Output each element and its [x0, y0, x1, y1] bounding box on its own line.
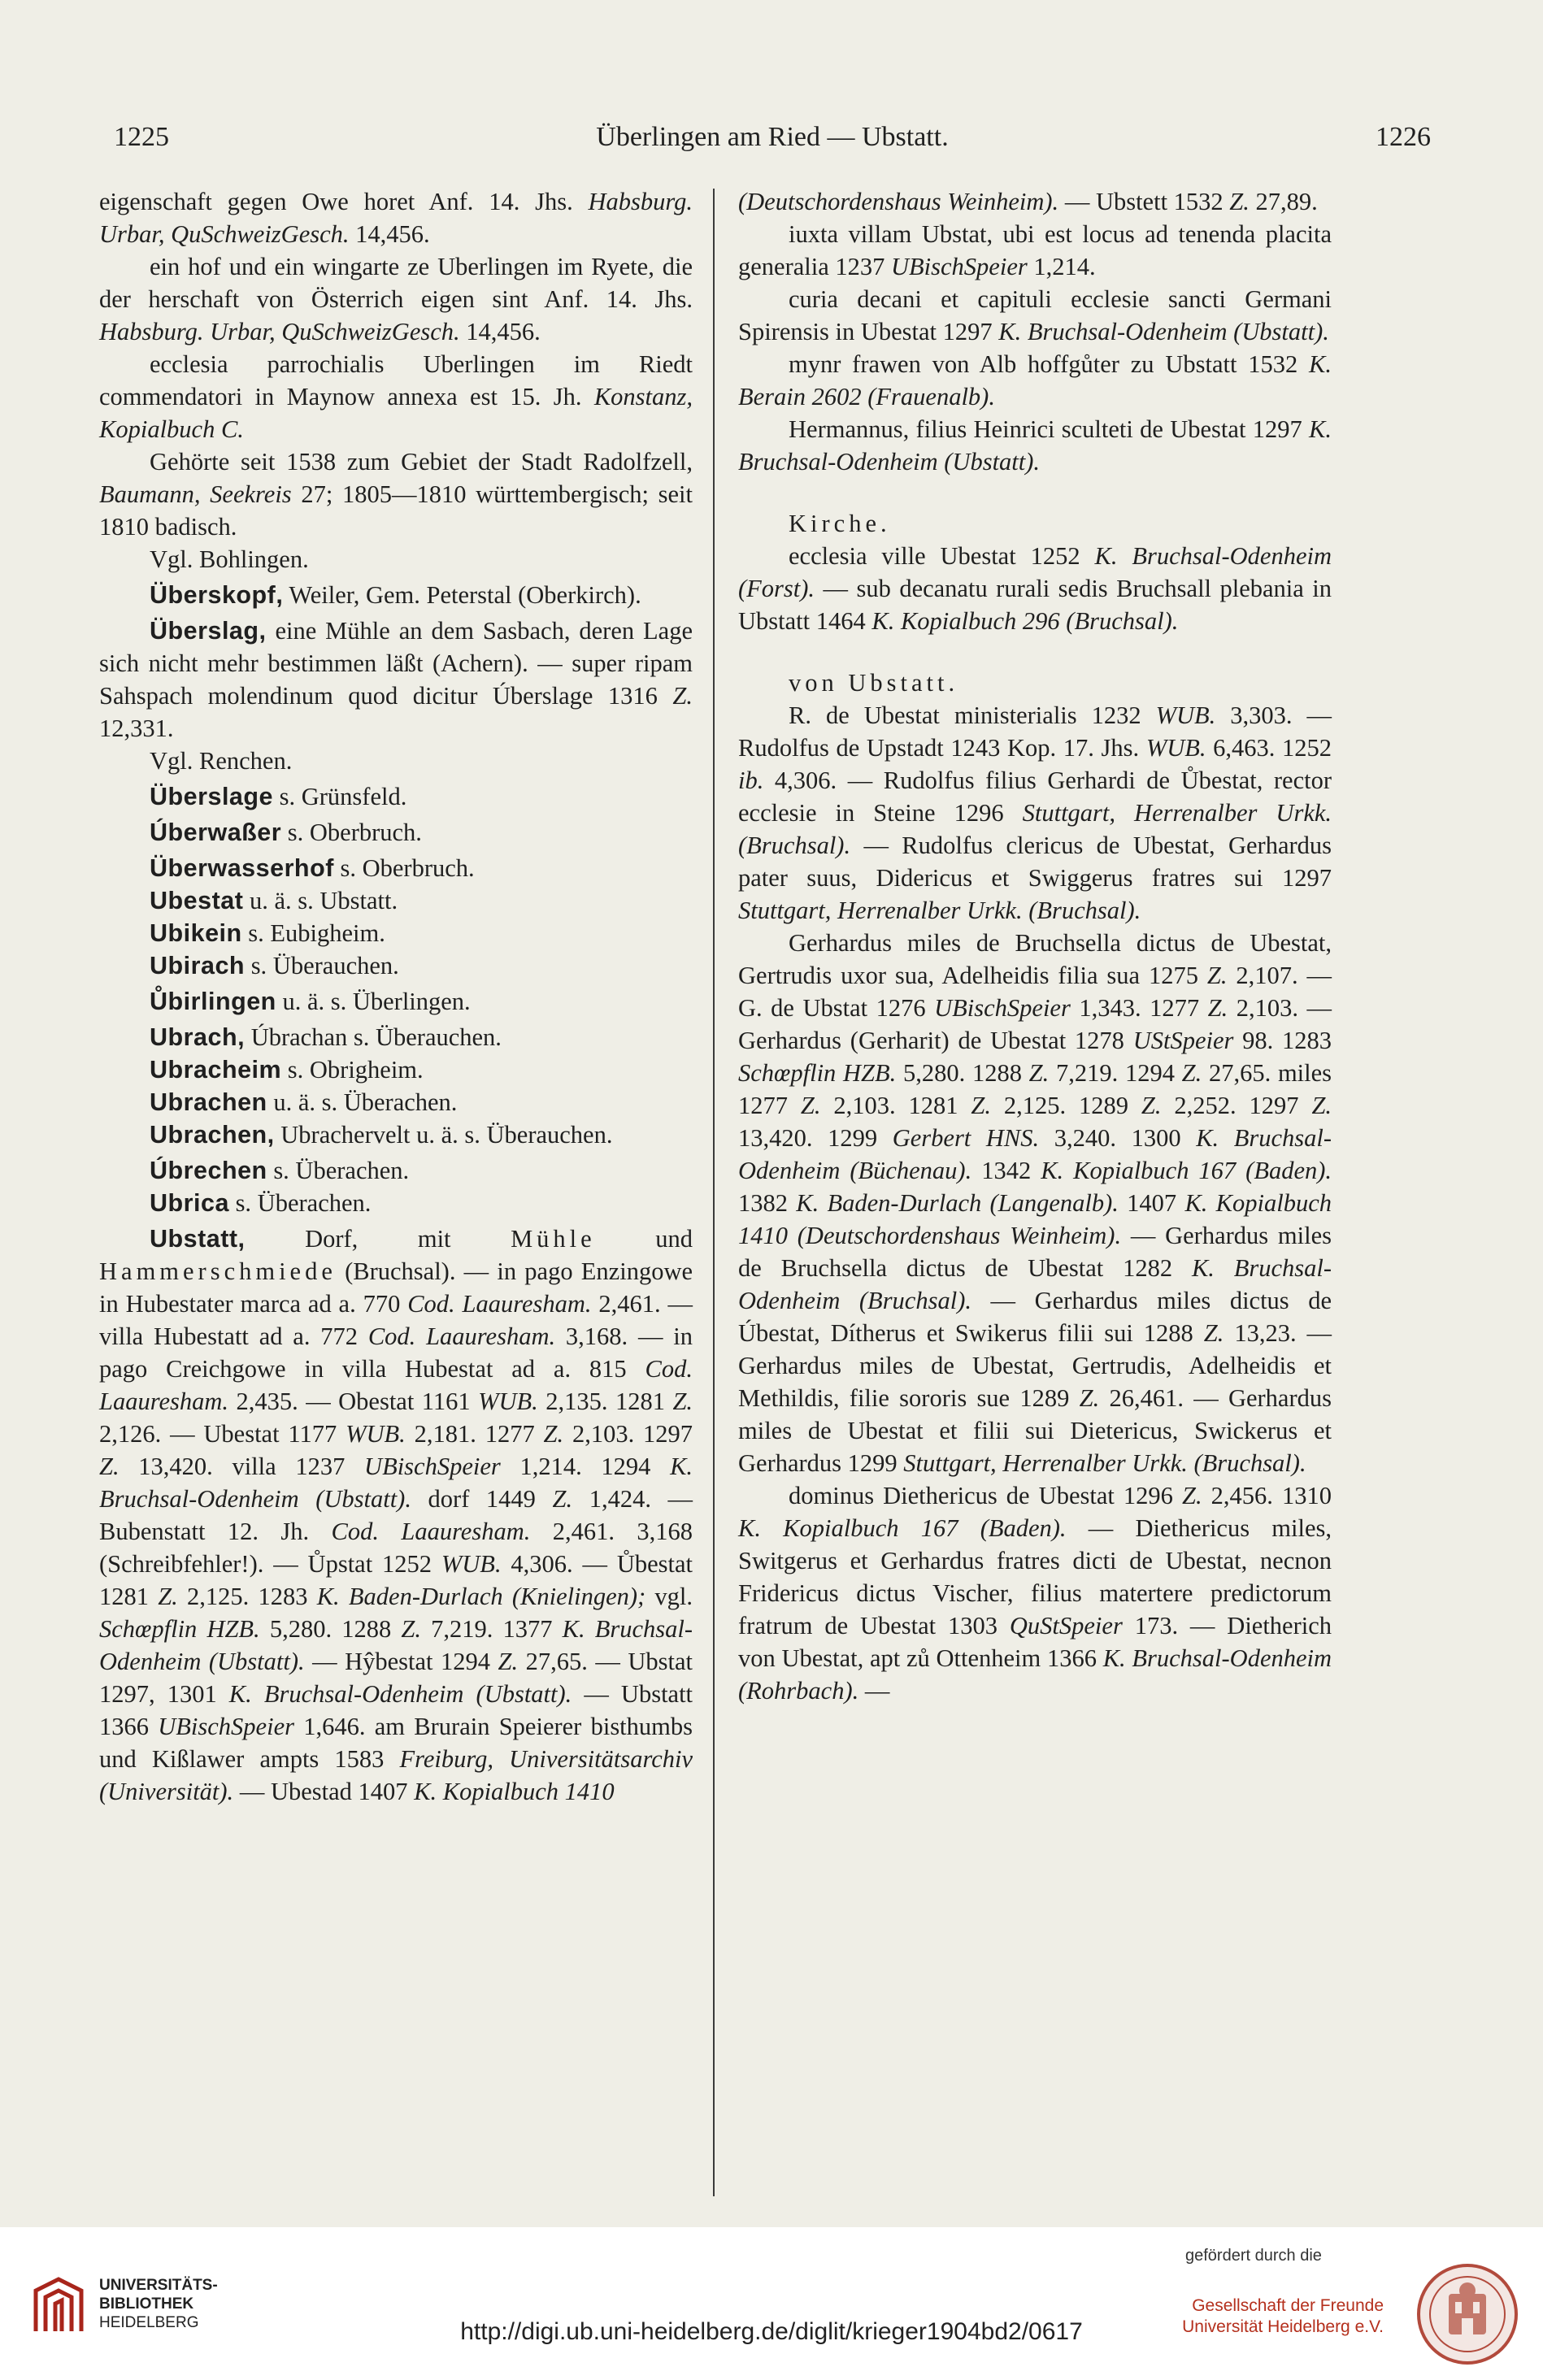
entry-ubrica: Ubrica s. Überachen. — [150, 1189, 372, 1217]
entry-ubikein: Ubikein s. Eubigheim. — [150, 919, 385, 947]
sponsor-label: gefördert durch die — [1185, 2247, 1322, 2265]
entry-ubracheim: Ubracheim s. Obrigheim. — [150, 1056, 424, 1084]
paragraph: Vgl. Bohlingen. — [150, 545, 309, 573]
entry-uberwasserhof: Überwasserhof s. Oberbruch. — [150, 854, 475, 882]
headword: Überwasserhof — [150, 854, 334, 882]
paragraph: Gehörte seit 1538 zum Gebiet der Stadt Radolfzell, Baumann, Seekreis 27; 1805—1810 württembergisch; seit 1810 badisch. — [99, 448, 693, 541]
paragraph: ein hof und ein wingarte ze Uberlingen im Ryete, die der herschaft von Österrich eigen sint Anf. 14. Jhs. Habsburg. Urbar, QuSchweizGesch. 14,456. — [99, 253, 693, 345]
section-heading-kirche: Kirche. — [789, 510, 891, 537]
entry-ubrechen: Úbrechen s. Überachen. — [150, 1157, 410, 1184]
entry-uberwasser: Úberwaßer s. Oberbruch. — [150, 819, 422, 846]
paragraph: Vgl. Renchen. — [150, 747, 293, 775]
paragraph: eigenschaft gegen Owe horet Anf. 14. Jhs. Habsburg. Urbar, QuSchweizGesch. 14,456. — [99, 188, 693, 248]
footer-bar — [0, 2227, 1543, 2380]
entry-ubirlingen: Ůbirlingen u. ä. s. Überlingen. — [150, 988, 471, 1015]
section-heading-von-ubstatt: von Ubstatt. — [789, 669, 959, 697]
headword: Ubirach — [150, 952, 246, 979]
entry-ubestat: Ubestat u. ä. s. Ubstatt. — [150, 887, 398, 914]
entry-ubstatt: Ubstatt, Dorf, mit Mühle und Hammerschmiede (Bruchsal). — in pago Enzingowe in Hubestater marca ad a. 770 Cod. Laauresham. 2,461. — villa Hubestatt ad a. 772 Cod. Laauresham. 3,168. — in pago Creichgowe in villa Hubestat ad a. 815 Cod. Laauresham. 2,435. — Obestat 1161 WUB. 2,135. 1281 Z. 2,126. — Ubestat 1177 WUB. 2,181. 1277 Z. 2,103. 1297 Z. 13,420. villa 1237 UBischSpeier 1,214. 1294 K. Bruchsal-Odenheim (Ubstatt). dorf 1449 Z. 1,424. — Bubenstatt 12. Jh. Cod. Laauresham. 2,461. 3,168 (Schreibfehler!). — Ůpstat 1252 WUB. 4,306. — Ůbestat 1281 Z. 2,125. 1283 K. Baden-Durlach (Knielingen); vgl. Schœpflin HZB. 5,280. 1288 Z. 7,219. 1377 K. Bruchsal-Odenheim (Ubstatt). — Hŷbestat 1294 Z. 27,65. — Ubstat 1297, 1301 K. Bruchsal-Odenheim (Ubstatt). — Ubstatt 1366 UBischSpeier 1,646. am Brurain Speierer bisthumbs und Kißlawer ampts 1583 Freiburg, Universitätsarchiv (Universität). — Ubestad 1407 K. Kopialbuch 1410 — [99, 1225, 693, 1805]
paragraph: ecclesia parrochialis Uberlingen im Riedt commendatori in Maynow annexa est 15. Jh. Konstanz, Kopialbuch C. — [99, 350, 693, 443]
headword: Úberwaßer — [150, 819, 282, 846]
entry-ubirach: Ubirach s. Überauchen. — [150, 952, 399, 979]
permalink-url[interactable]: http://digi.ub.uni-heidelberg.de/diglit/krieger1904bd2/0617 — [460, 2318, 1083, 2345]
paragraph: mynr frawen von Alb hoffgůter zu Ubstatt 1532 K. Berain 2602 (Frauenalb). — [738, 350, 1332, 410]
paragraph: R. de Ubestat ministerialis 1232 WUB. 3,303. — Rudolfus de Upstadt 1243 Kop. 17. Jhs. WUB. 6,463. 1252 ib. 4,306. — Rudolfus filius Gerhardi de Ůbestat, rector ecclesie in Steine 1296 Stuttgart, Herrenalber Urkk. (Bruchsal). — Rudolfus clericus de Ubestat, Gerhardus pater suus, Didericus et Swiggerus fratres sui 1297 Stuttgart, Herrenalber Urkk. (Bruchsal). — [738, 701, 1332, 924]
headword: Ůbirlingen — [150, 988, 276, 1015]
headword: Ubrach, — [150, 1023, 246, 1051]
column-divider — [713, 189, 715, 2196]
ub-heidelberg-name: UNIVERSITÄTS- BIBLIOTHEK HEIDELBERG — [99, 2277, 218, 2331]
entry-uberslage: Überslage s. Grünsfeld. — [150, 783, 407, 810]
running-title: Überlingen am Ried — Ubstatt. — [596, 122, 949, 152]
headword: Ubrachen — [150, 1088, 267, 1116]
paragraph: Hermannus, filius Heinrici sculteti de Ubestat 1297 K. Bruchsal-Odenheim (Ubstatt). — [738, 415, 1332, 476]
entry-ubrachen-2: Ubrachen, Ubrachervelt u. ä. s. Überauchen. — [150, 1121, 613, 1149]
page-number-left: 1225 — [114, 122, 169, 152]
paragraph: dominus Diethericus de Ubestat 1296 Z. 2,456. 1310 K. Kopialbuch 167 (Baden). — Diethericus miles, Switgerus et Gerhardus fratres dicti de Ubestat, necnon Fridericus dictus Vischer, filius matertere predictorum fratrum de Ubestat 1303 QuStSpeier 173. — Dietherich von Ubestat, apt zů Ottenheim 1366 K. Bruchsal-Odenheim (Rohrbach). — — [738, 1482, 1332, 1705]
right-column — [738, 185, 1332, 1707]
paragraph: (Deutschordenshaus Weinheim). — Ubstett 1532 Z. 27,89. — [738, 188, 1318, 215]
entry-uberskopf: Überskopf, Weiler, Gem. Peterstal (Oberkirch). — [150, 581, 641, 609]
headword: Ubstatt, — [150, 1225, 246, 1253]
sponsor-name[interactable]: Gesellschaft der Freunde Universität Heidelberg e.V. — [1182, 2296, 1384, 2336]
entry-uberslag: Überslag, eine Mühle an dem Sasbach, deren Lage sich nicht mehr bestimmen läßt (Achern). — super ripam Sahspach molendinum quod dicitur Úberslage 1316 Z. 12,331. — [99, 617, 693, 742]
headword: Überskopf, — [150, 581, 284, 609]
headword: Ubracheim — [150, 1056, 282, 1084]
paragraph: curia decani et capituli ecclesie sancti Germani Spirensis in Ubestat 1297 K. Bruchsal-Odenheim (Ubstatt). — [738, 285, 1332, 345]
headword: Ubestat — [150, 887, 244, 914]
university-seal-icon — [1415, 2261, 1520, 2367]
entry-ubrachen: Ubrachen u. ä. s. Überachen. — [150, 1088, 458, 1116]
headword: Ubrachen, — [150, 1121, 275, 1149]
headword: Ubikein — [150, 919, 242, 947]
headword: Überslag, — [150, 617, 267, 645]
paragraph: Gerhardus miles de Bruchsella dictus de Ubestat, Gertrudis uxor sua, Adelheidis filia sua 1275 Z. 2,107. — G. de Ubstat 1276 UBischSpeier 1,343. 1277 Z. 2,103. — Gerhardus (Gerharit) de Ubestat 1278 UStSpeier 98. 1283 Schœpflin HZB. 5,280. 1288 Z. 7,219. 1294 Z. 27,65. miles 1277 Z. 2,103. 1281 Z. 2,125. 1289 Z. 2,252. 1297 Z. 13,420. 1299 Gerbert HNS. 3,240. 1300 K. Bruchsal-Odenheim (Büchenau). 1342 K. Kopialbuch 167 (Baden). 1382 K. Baden-Durlach (Langenalb). 1407 K. Kopialbuch 1410 (Deutschordenshaus Weinheim). — Gerhardus miles de Bruchsella dictus de Ubestat 1282 K. Bruchsal-Odenheim (Bruchsal). — Gerhardus miles dictus de Úbestat, Dítherus et Swikerus filii sui 1288 Z. 13,23. — Gerhardus miles de Ubestat, Gertrudis, Adelheidis et Methildis, filie sororis sue 1289 Z. 26,461. — Gerhardus miles de Ubestat et filii sui Dietericus, Swickerus et Gerhardus 1299 Stuttgart, Herrenalber Urkk. (Bruchsal). — [738, 929, 1332, 1477]
headword: Überslage — [150, 783, 273, 810]
paragraph: iuxta villam Ubstat, ubi est locus ad tenenda placita generalia 1237 UBischSpeier 1,214. — [738, 220, 1332, 280]
page-number-right: 1226 — [1376, 122, 1431, 152]
left-column — [99, 185, 693, 1808]
headword: Ubrica — [150, 1189, 229, 1217]
paragraph: ecclesia ville Ubestat 1252 K. Bruchsal-Odenheim (Forst). — sub decanatu rurali sedis Bruchsall plebania in Ubstatt 1464 K. Kopialbuch 296 (Bruchsal). — [738, 542, 1332, 635]
page-header — [114, 122, 1431, 163]
headword: Úbrechen — [150, 1157, 267, 1184]
entry-ubrach: Ubrach, Úbrachan s. Überauchen. — [150, 1023, 502, 1051]
